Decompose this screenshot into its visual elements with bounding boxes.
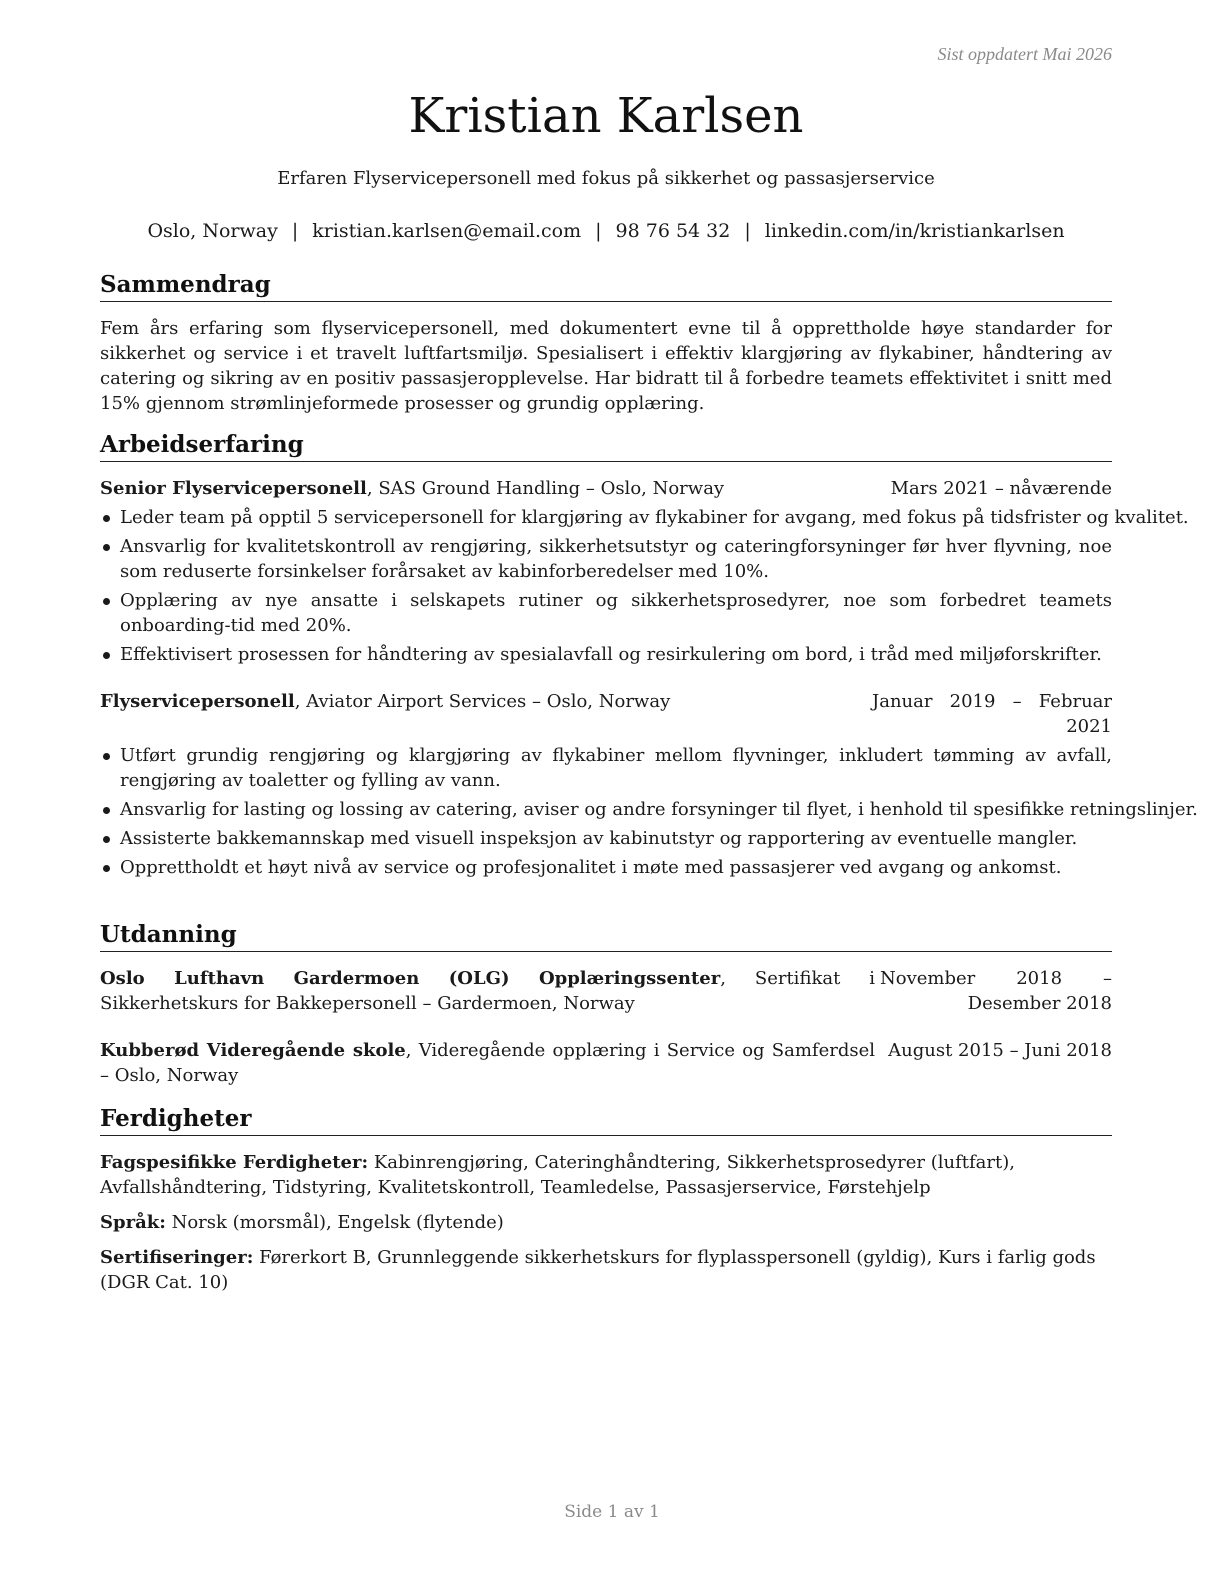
bullet-item: Ansvarlig for lasting og lossing av catering, aviser og andre forsyninger til flyet, i henhold til spesifikke retningslinjer. <box>100 797 1112 822</box>
skill-row <box>100 1210 1112 1235</box>
job-company: , SAS Ground Handling – Oslo, Norway <box>366 478 725 499</box>
education-date: August 2015 – Juni 2018 <box>888 1040 1112 1061</box>
education-section <box>100 920 1112 1088</box>
education-detail: , Sertifikat i Sikkerhetskurs for Bakkepersonell – Gardermoen, Norway <box>100 968 875 1014</box>
separator: | <box>595 220 602 242</box>
job-header <box>100 689 1112 739</box>
contact-email[interactable]: kristian.karlsen@email.com <box>312 220 582 242</box>
job-role: Flyservicepersonell <box>100 691 295 712</box>
summary-section <box>100 270 1112 416</box>
education-entry <box>100 1038 1112 1088</box>
bullet-item: Leder team på opptil 5 servicepersonell for klargjøring av flykabiner for avgang, med fokus på tidsfrister og kvalitet. <box>100 505 1112 530</box>
job-bullets <box>100 743 1198 880</box>
page-number: Side 1 av 1 <box>564 1502 660 1522</box>
skill-value: Kabinrengjøring, Cateringhåndtering, Sikkerhetsprosedyrer (luftfart), Avfallshåndtering, Tidstyring, Kvalitetskontroll, Teamledelse, Passasjerservice, Førstehjelp <box>100 1152 1015 1198</box>
bullet-item: Opplæring av nye ansatte i selskapets rutiner og sikkerhetsprosedyrer, noe som forbedret teamets onboarding-tid med 20%. <box>100 588 1112 638</box>
skill-label: Fagspesifikke Ferdigheter: <box>100 1152 369 1173</box>
school-name: Oslo Lufthavn Gardermoen (OLG) Opplæringssenter <box>100 968 721 989</box>
school-name: Kubberød Videregående skole <box>100 1040 406 1061</box>
education-date: November 2018 – Desember 2018 <box>880 968 1112 1014</box>
skill-row <box>100 1150 1112 1200</box>
last-updated: Sist oppdatert Mai 2026 <box>937 44 1112 64</box>
bullet-item: Ansvarlig for kvalitetskontroll av rengjøring, sikkerhetsutstyr og cateringforsyninger før hver flyvning, noe som reduserte forsinkelser forårsaket av kabinforberedelser med 10%. <box>100 534 1112 584</box>
skill-label: Sertifiseringer: <box>100 1247 254 1268</box>
section-title-skills: Ferdigheter <box>100 1104 1112 1136</box>
bullet-item: Effektivisert prosessen for håndtering av spesialavfall og resirkulering om bord, i tråd med miljøforskrifter. <box>100 642 1112 667</box>
contact-linkedin[interactable]: linkedin.com/in/kristiankarlsen <box>764 220 1065 242</box>
candidate-name: Kristian Karlsen <box>408 88 804 144</box>
education-entry <box>100 966 1112 1016</box>
summary-text: Fem års erfaring som flyservicepersonell, med dokumentert evne til å opprettholde høye standarder for sikkerhet og service i et travelt luftfartsmiljø. Spesialisert i effektiv klargjøring av flykabiner, håndtering av catering og sikring av en positiv passasjeropplevelse. Har bidratt til å forbedre teamets effektivitet i snitt med 15% gjennom strømlinjeformede prosesser og grundig opplæring. <box>100 318 1112 414</box>
bullet-item: Assisterte bakkemannskap med visuell inspeksjon av kabinutstyr og rapportering av eventuelle mangler. <box>100 826 1112 851</box>
contact-phone: 98 76 54 32 <box>615 220 731 242</box>
section-title-experience: Arbeidserfaring <box>100 430 1112 462</box>
job-entry <box>100 476 1189 667</box>
job-date: Mars 2021 – nåværende <box>890 478 1112 499</box>
job-role: Senior Flyservicepersonell <box>100 478 367 499</box>
job-entry <box>100 689 1198 880</box>
contact-location: Oslo, Norway <box>147 220 278 242</box>
job-header <box>100 476 1112 501</box>
job-bullets <box>100 505 1189 667</box>
job-company: , Aviator Airport Services – Oslo, Norway <box>294 691 671 712</box>
experience-section <box>100 430 1198 884</box>
job-date: Januar 2019 – Februar 2021 <box>872 691 1112 737</box>
tagline: Erfaren Flyservicepersonell med fokus på sikkerhet og passasjerservice <box>277 168 935 189</box>
skill-value: Norsk (morsmål), Engelsk (flytende) <box>165 1212 504 1233</box>
separator: | <box>291 220 299 242</box>
education-detail: , Videregående opplæring i Service og Samferdsel – Oslo, Norway <box>100 1040 875 1086</box>
skill-value: Førerkort B, Grunnleggende sikkerhetskurs for flyplasspersonell (gyldig), Kurs i farlig gods (DGR Cat. 10) <box>100 1247 1096 1293</box>
skill-row <box>100 1245 1112 1295</box>
skill-label: Språk: <box>100 1212 166 1233</box>
contact-line <box>100 220 1112 242</box>
section-title-education: Utdanning <box>100 920 1112 952</box>
bullet-item: Opprettholdt et høyt nivå av service og profesjonalitet i møte med passasjerer ved avgang og ankomst. <box>100 855 1112 880</box>
section-title-summary: Sammendrag <box>100 270 1112 302</box>
bullet-item: Utført grundig rengjøring og klargjøring av flykabiner mellom flyvninger, inkludert tømming av avfall, rengjøring av toaletter og fylling av vann. <box>100 743 1112 793</box>
separator: | <box>744 220 751 242</box>
skills-section <box>100 1104 1112 1295</box>
